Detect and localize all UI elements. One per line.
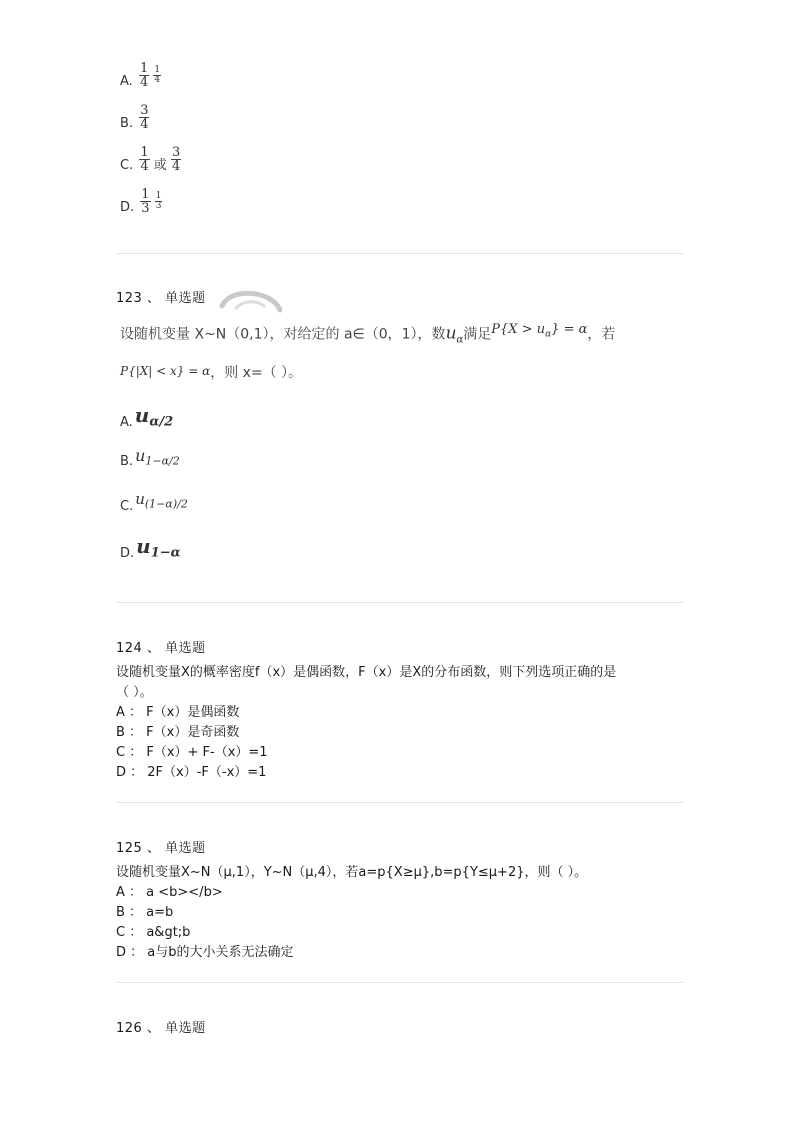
q123-title: 123 、 单选题 [116,291,206,306]
q122-option-c-or: 或 [153,158,167,173]
q122-option-c-label: C. [120,158,134,173]
q123-option-c[interactable]: C. $u_{(1-\alpha)/2}$ [120,490,188,514]
q122-option-a-fraction-1: $\frac{1}{4}$ [139,61,149,90]
q122-option-a-fraction-2: $\frac{1}{4}$ [154,65,161,85]
q125-option-d[interactable]: D ： a与b的大小关系无法确定 [116,945,294,960]
q126-title: 126 、 单选题 [116,1021,206,1036]
q122-option-d-label: D. [120,200,135,215]
q123-option-b-label: B. [120,454,134,469]
q124-stem-line-1: 设随机变量X的概率密度f（x）是偶函数，F（x）是X的分布函数，则下列选项正确的是 [116,665,617,680]
q123-option-b[interactable]: B. $u_{1-\alpha/2}$ [120,446,180,469]
q125-option-c[interactable]: C ： a&gt;b [116,925,191,940]
q122-option-c[interactable] [120,146,181,173]
q122-option-c-fraction-1: $\frac{1}{4}$ [140,145,149,174]
q122-option-d-fraction-1: $\frac{1}{3}$ [141,187,150,216]
q125-option-a[interactable]: A ： a <b></b> [116,885,223,900]
q123-option-d[interactable]: D. $u_{1-\alpha}$ [120,534,181,561]
q122-option-d-fraction-2: $\frac{1}{3}$ [155,191,162,211]
q124-option-a[interactable]: A ： F（x）是偶函数 [116,705,240,720]
q125-stem: 设随机变量X~N（μ,1），Y~N（μ,4），若a=p{X≥μ},b=p{Y≤μ+2}，则（ ）。 [116,865,588,880]
q123-stem-line-1: 设随机变量 X~N（0,1），对给定的 a∈（0，1），数$u_\alpha$满足$^{P\{X > u_\alpha\} = \alpha}$，若 [120,322,616,346]
divider-123-124 [116,602,684,603]
q124-stem-line-2: （ ）。 [116,685,153,700]
q122-option-b-label: B. [120,116,134,131]
q124-title: 124 、 单选题 [116,641,206,656]
q123-stem-line-2: P{|X| < x} = α，则 x=（ ）。 [120,364,303,381]
q122-option-c-fraction-2: $\frac{3}{4}$ [171,145,181,174]
q125-title: 125 、 单选题 [116,841,206,856]
divider-124-125 [116,802,684,803]
q124-option-c[interactable]: C ： F（x）+ F-（x）=1 [116,745,268,760]
q124-option-b[interactable]: B ： F（x）是奇函数 [116,725,240,740]
q123-option-c-label: C. [120,499,134,514]
q123-option-d-label: D. [120,546,135,561]
watermark-logo-icon [218,288,282,314]
q124-option-d[interactable]: D ： 2F（x）-F（-x）=1 [116,765,267,780]
divider-125-126 [116,982,684,983]
q122-option-a[interactable] [120,62,161,89]
q123-option-a-label: A. [120,415,133,430]
q125-option-b[interactable]: B ： a=b [116,905,174,920]
q122-option-b-fraction-1: $\frac{3}{4}$ [140,103,149,132]
divider-122-123 [116,253,684,254]
q122-option-a-label: A. [120,74,133,89]
q123-option-a[interactable]: A. $u_{\alpha/2}$ [120,403,174,430]
q122-option-b[interactable] [120,104,149,131]
q122-option-d[interactable] [120,188,162,215]
